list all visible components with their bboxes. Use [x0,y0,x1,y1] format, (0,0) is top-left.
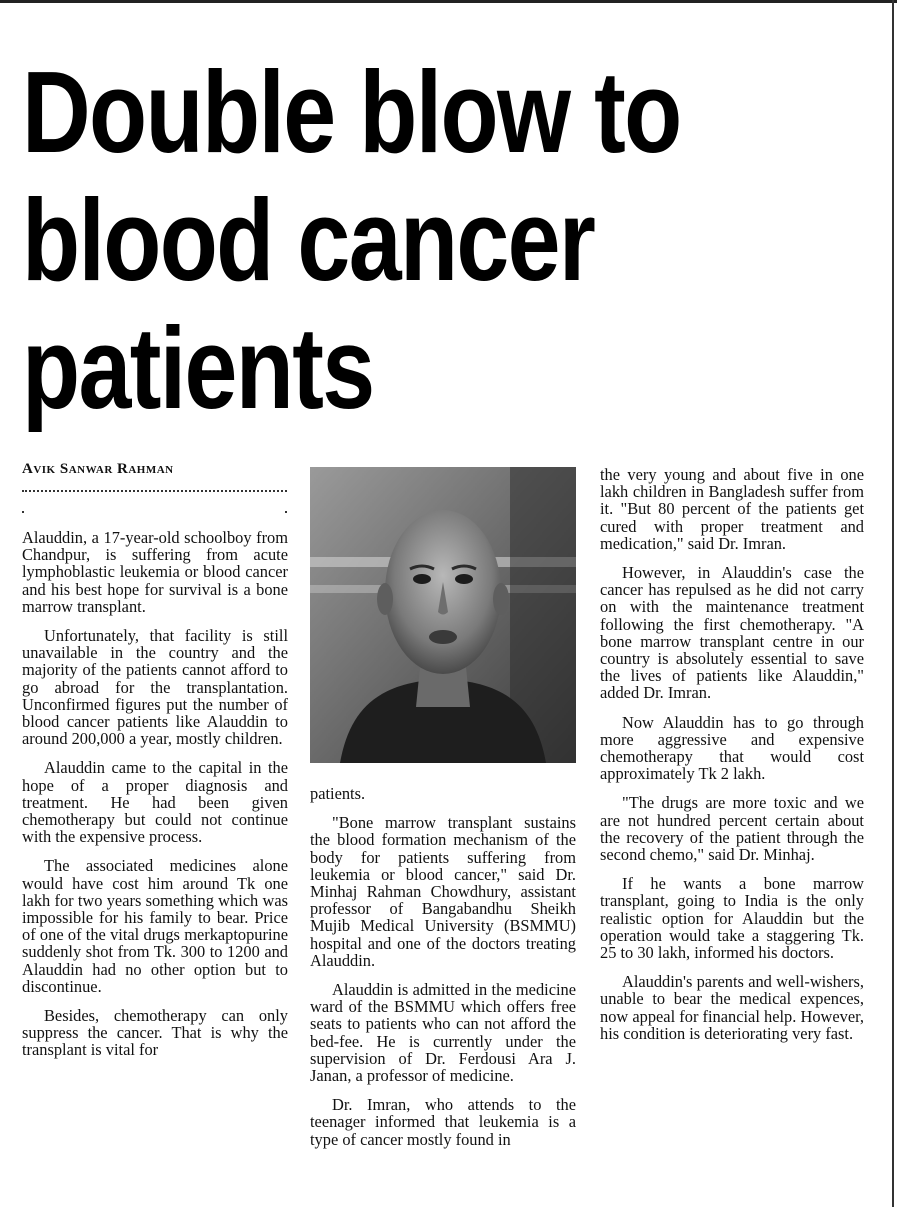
paragraph: patients. [310,784,366,803]
article-column-3 [600,466,864,1042]
paragraph: Dr. Imran, who attends to the teenager informed that leukemia is a type of cancer mostly found in [310,1095,576,1149]
paragraph: Alauddin's parents and well-wishers, unable to bear the medical expences, now appeal for financial help. However, his condition is deteriorating very fast. [600,972,864,1043]
article-column-2 [310,785,576,1148]
headline: Double blow to blood cancer patients [22,47,681,433]
paragraph: Now Alauddin has to go through more aggressive and expensive chemotherapy that would cost approximately Tk 2 lakh. [600,712,864,784]
byline-dotted-rule [22,490,287,492]
paragraph: If he wants a bone marrow transplant, going to India is the only realistic option for Alauddin but the operation would take a staggering Tk. 25 to 30 lakh, informed his doctors. [600,874,864,963]
paragraph: Alauddin, a 17-year-old schoolboy from Chandpur, is suffering from acute lymphoblastic leukemia or blood cancer and his best hope for survival is a bone marrow transplant. [22,528,288,616]
byline: Avik Sanwar Rahman [22,461,174,477]
portrait-image [310,467,576,763]
paragraph: "The drugs are more toxic and we are not hundred percent certain about the recovery of the patient through the second chemo," said Dr. Minhaj. [600,793,864,865]
corner-dot-right [285,511,287,513]
article-column-1 [22,529,288,1059]
right-rule [892,0,894,1207]
paragraph: Alauddin came to the capital in the hope of a proper diagnosis and treatment. He had been given chemotherapy but could not continue with the expensive process. [22,758,288,847]
paragraph: Besides, chemotherapy can only suppress the cancer. That is why the transplant is vital for [22,1006,288,1060]
corner-dot-left [22,511,24,513]
paragraph: However, in Alauddin's case the cancer has repulsed as he did not carry on with the maintenance treatment following the first chemotherapy. "A bone marrow transplant centre in our country is absolutely essential to save the lives of patients like Alauddin," added Dr. Imran. [600,563,864,703]
article-photo [310,467,576,763]
paragraph: "Bone marrow transplant sustains the blood formation mechanism of the body for patients suffering from leukemia or blood cancer," said Dr. Minhaj Rahman Chowdhury, assistant professor of Bangabandhu Sheikh Mujib Medical University (BSMMU) hospital and one of the doctors treating Alauddin. [310,813,576,970]
paragraph: the very young and about five in one lakh children in Bangladesh suffer from it. "But 80 percent of the patients get cured with proper treatment and medication," said Dr. Imran. [600,465,864,553]
paragraph: Unfortunately, that facility is still unavailable in the country and the majority of the patients cannot afford to go abroad for the transplantation. Unconfirmed figures put the number of blood cancer patients like Alauddin to around 200,000 a year, mostly children. [22,626,288,749]
top-rule [0,0,897,3]
paragraph: Alauddin is admitted in the medicine ward of the BSMMU which offers free seats to patients who can not afford the bed-fee. He is currently under the supervision of Dr. Ferdousi Ara J. Janan, a professor of medicine. [310,980,576,1086]
paragraph: The associated medicines alone would have cost him around Tk one lakh for two years something which was impossible for his family to bear. Price of one of the vital drugs merkaptopurine suddenly shot from Tk. 300 to 1200 and Alauddin had no other option but to discontinue. [22,856,288,996]
